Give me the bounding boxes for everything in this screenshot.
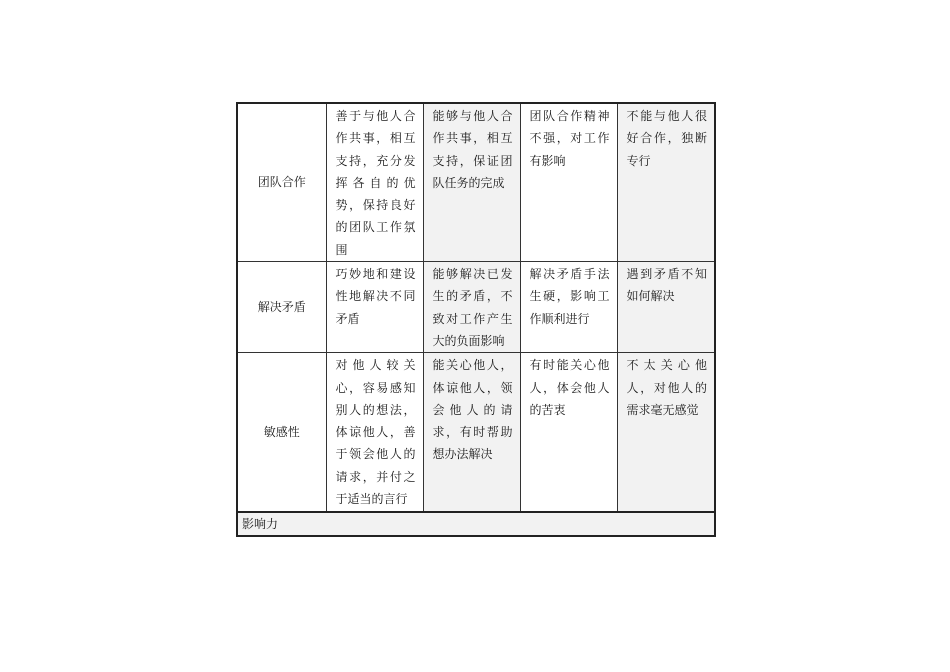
level-cell: 能关心他人，体谅他人，领会他人的请求，有时帮助想办法解决 (423, 353, 520, 513)
level-cell: 对他人较关心，容易感知别人的想法，体谅他人，善于领会他人的请求，并付之于适当的言行 (326, 353, 423, 513)
criterion-cell: 敏感性 (237, 353, 326, 513)
level-cell: 有时能关心他人，体会他人的苦衷 (520, 353, 617, 513)
table-row-conflict-resolution (237, 262, 715, 353)
level-cell: 解决矛盾手法生硬，影响工作顺利进行 (520, 262, 617, 353)
table-row-sensitivity (237, 353, 715, 513)
level-cell: 能够与他人合作共事，相互支持，保证团队任务的完成 (423, 103, 520, 262)
level-cell: 遇到矛盾不知如何解决 (617, 262, 715, 353)
level-cell: 不太关心他人，对他人的需求毫无感觉 (617, 353, 715, 513)
criterion-cell: 团队合作 (237, 103, 326, 262)
level-cell: 能够解决已发生的矛盾，不致对工作产生大的负面影响 (423, 262, 520, 353)
level-cell: 不能与他人很好合作，独断专行 (617, 103, 715, 262)
competency-table (236, 102, 716, 537)
level-cell: 巧妙地和建设性地解决不同矛盾 (326, 262, 423, 353)
level-cell: 团队合作精神不强，对工作有影响 (520, 103, 617, 262)
level-cell: 善于与他人合作共事，相互支持，充分发挥各自的优势，保持良好的团队工作氛围 (326, 103, 423, 262)
section-footer-label: 影响力 (237, 512, 715, 536)
criterion-cell: 解决矛盾 (237, 262, 326, 353)
section-footer-row (237, 512, 715, 536)
table-row-teamwork (237, 103, 715, 262)
